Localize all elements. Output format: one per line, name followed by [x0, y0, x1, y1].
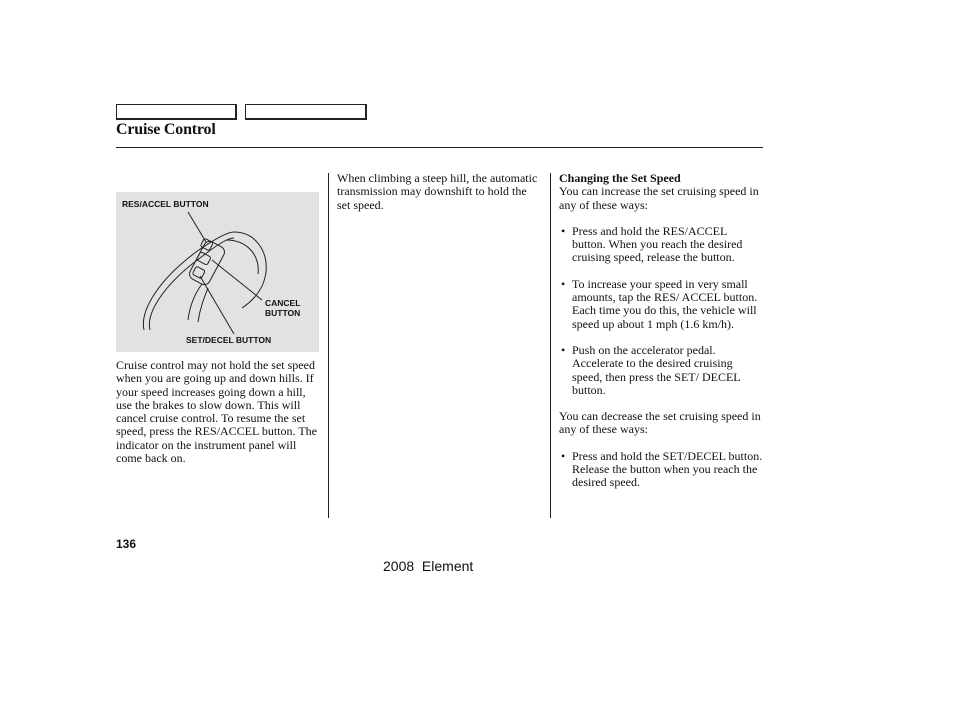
set-decel-label: SET/DECEL BUTTON [186, 335, 272, 345]
cancel-label-line1: CANCEL [265, 298, 301, 308]
cruise-buttons-figure [116, 192, 319, 352]
decrease-bullet-1: • Press and hold the SET/DECEL button. Release the button when you reach the desired speed. [559, 450, 763, 490]
increase-intro: You can increase the set cruising speed in any of these ways: [559, 184, 759, 212]
res-accel-label: RES/ACCEL BUTTON [122, 199, 209, 209]
header-divider [116, 147, 763, 148]
left-column [116, 359, 324, 465]
nav-tab-1[interactable] [116, 104, 237, 120]
page-number: 136 [116, 537, 137, 551]
left-paragraph: Cruise control may not hold the set speed when you are going up and down hills. If your speed increases going down a hill, use the brakes to slow down. This will cancel cruise control. To resume the set speed, press the RES/ACCEL button. The indicator on the instrument panel will come back on. [116, 358, 317, 466]
increase-bullet-3: • Push on the accelerator pedal. Accelerate to the desired cruising speed, then press the SET/ DECEL button. [559, 344, 763, 397]
section-heading: Changing the Set Speed [559, 171, 681, 185]
increase-bullet-2: • To increase your speed in very small amounts, tap the RES/ ACCEL button. Each time you do this, the vehicle will speed up about 1 mph (1.6 km/h). [559, 278, 763, 331]
decrease-intro: You can decrease the set cruising speed in any of these ways: [559, 409, 761, 437]
increase-bullet-1: • Press and hold the RES/ACCEL button. When you reach the desired cruising speed, release the button. [559, 225, 763, 265]
cancel-label-line2: BUTTON [265, 308, 301, 318]
nav-tab-2[interactable] [245, 104, 367, 120]
page-title: Cruise Control [116, 121, 216, 138]
middle-column [337, 172, 542, 212]
middle-paragraph: When climbing a steep hill, the automatic transmission may downshift to hold the set speed. [337, 171, 538, 212]
steering-wheel-illustration [116, 192, 319, 352]
right-column [559, 172, 763, 490]
footer-model: 2008 Element [383, 558, 474, 574]
column-divider-2 [550, 173, 551, 518]
column-divider-1 [328, 173, 329, 518]
